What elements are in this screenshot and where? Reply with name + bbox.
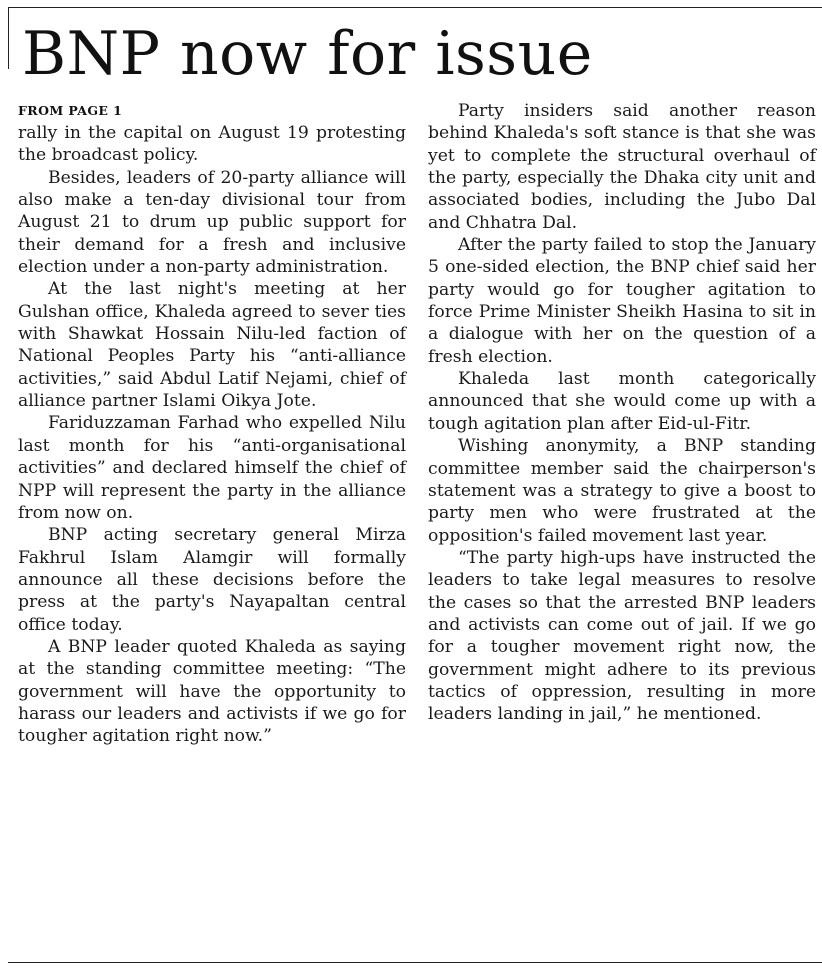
paragraph: At the last night's meeting at her Gulshan office, Khaleda agreed to sever ties with Shawkat Hossain Nilu-led faction of National Peoples Party his “anti-alliance activities,” said Abdul Latif Nejami, chief of alliance partner Islami Oikya Jote. [18,279,406,412]
paragraph: BNP acting secretary general Mirza Fakhrul Islam Alamgir will formally announce all these decisions before the press at the party's Nayapaltan central office today. [18,525,406,635]
paragraph: Fariduzzaman Farhad who expelled Nilu last month for his “anti-organisational activities” and declared himself the chief of NPP will represent the party in the alliance from now on. [18,413,406,523]
top-rule [8,7,822,8]
paragraph: rally in the capital on August 19 protesting the broadcast policy. [18,123,406,166]
paragraph: After the party failed to stop the January 5 one-sided election, the BNP chief said her party would go for tougher agitation to force Prime Minister Sheikh Hasina to sit in a dialogue with her on the question of a fresh election. [428,235,816,367]
paragraph: A BNP leader quoted Khaleda as saying at the standing committee meeting: “The government will have the opportunity to harass our leaders and activists if we go for tougher agitation right now.” [18,636,406,747]
paragraph: Party insiders said another reason behind Khaleda's soft stance is that she was yet to complete the structural overhaul of the party, especially the Dhaka city unit and associated bodies, including the Jubo Dal and Chhatra Dal. [428,101,816,233]
paragraph: Wishing anonymity, a BNP standing committee member said the chairperson's statement was a strategy to give a boost to party men who were frustrated at the opposition's failed movement last year. [428,436,816,546]
headline: BNP now for issue [22,19,593,89]
article-column-left [18,100,406,748]
left-rule [8,7,9,69]
continuation-label: FROM PAGE 1 [18,103,123,118]
paragraph: Khaleda last month categorically announced that she would come up with a tough agitation plan after Eid-ul-Fitr. [428,369,816,434]
paragraph: “The party high-ups have instructed the leaders to take legal measures to resolve the cases so that the arrested BNP leaders and activists can come out of jail. If we go for a tougher movement right now, the government might adhere to its previous tactics of oppression, resulting in more leaders landing in jail,” he mentioned. [428,547,816,725]
article-column-right [428,100,816,726]
paragraph: Besides, leaders of 20-party alliance will also make a ten-day divisional tour from August 21 to drum up public support for their demand for a fresh and inclusive election under a non-party administration. [18,167,406,278]
bottom-rule [8,962,822,963]
